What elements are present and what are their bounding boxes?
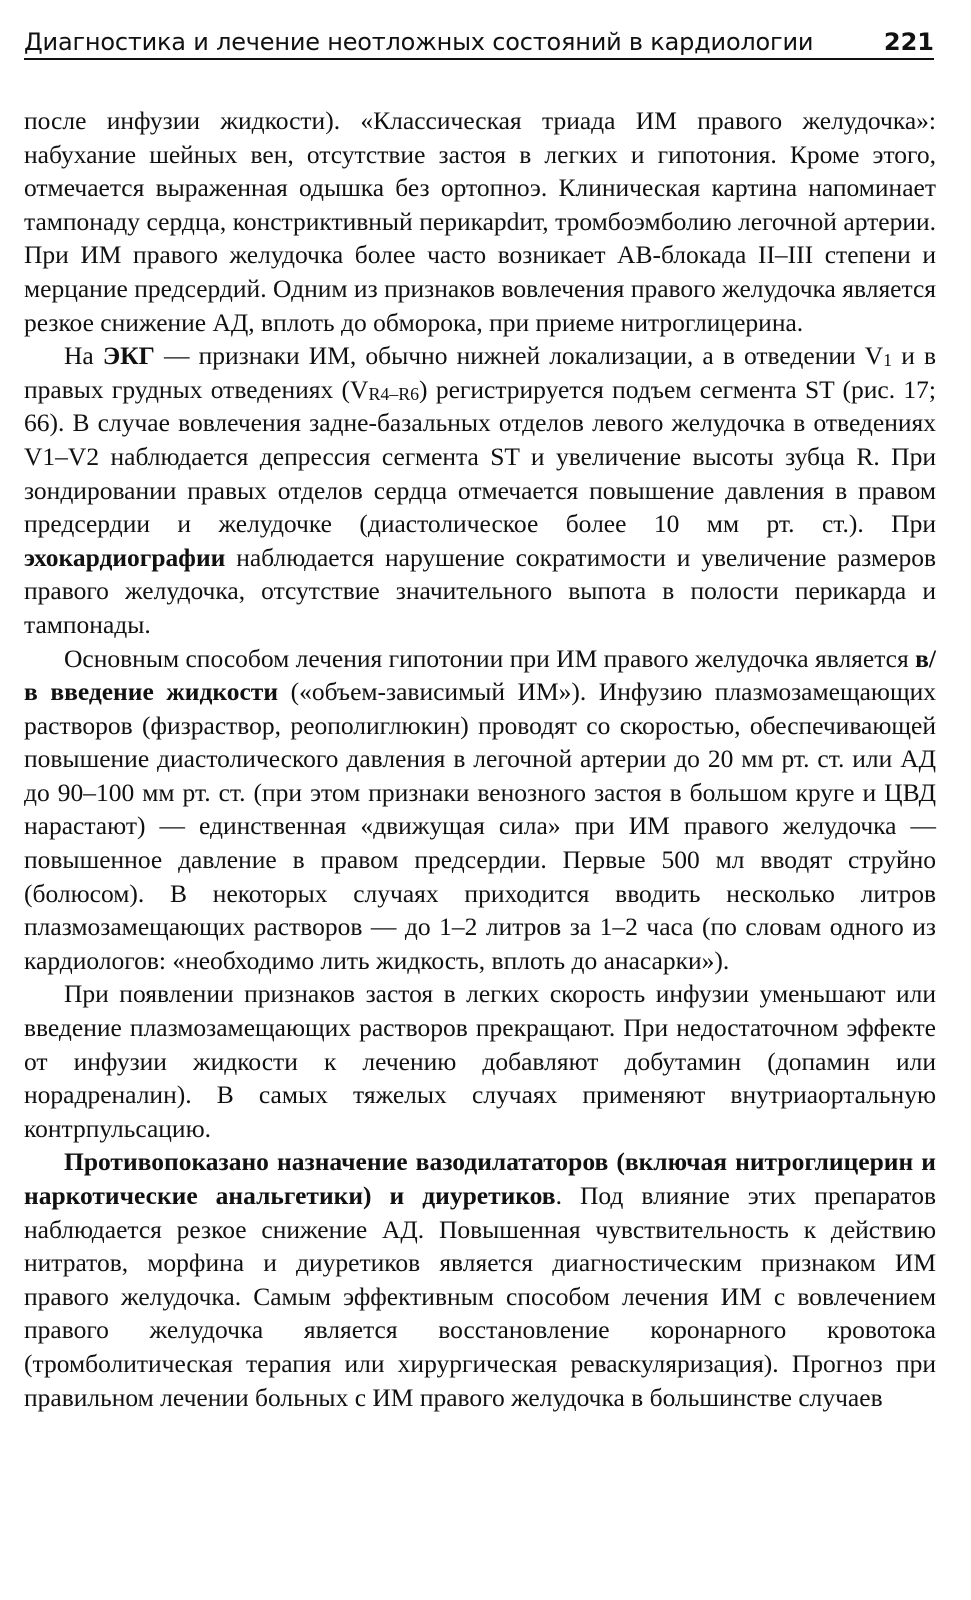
text-run: — признаки ИМ, обычно нижней локализации, а в отведении V (154, 341, 884, 371)
paragraph-5 (24, 1145, 936, 1414)
text-run: («объем-зависимый ИМ»). Инфузию плазмозамещающих растворов (физраствор, реополиглюкин) проводят со скоростью, обеспечивающей повышение диастолического давления в легочной артерии до 20 мм рт. ст. или АД до 90–100 мм рт. ст. (при этом признаки венозного застоя в большом круге и ЦВД нарастают) — единственная «движущая сила» при ИМ правого желудочка — повышенное давление в правом предсердии. Первые 500 мл вводят струйно (болюсом). В некоторых случаях приходится вводить несколько литров плазмозамещающих растворов — до 1–2 литров за 1–2 часа (по словам одного из кардиологов: «необходимо лить жидкость, вплоть до анасарки»). (24, 677, 936, 975)
paragraph-3 (24, 642, 936, 978)
text-run: ) регистрируется подъем сегмента ST (рис. 17; 66). В случае вовлечения задне-базальных отделов левого желудочка в отведениях V1–V2 наблюдается депрессия сегмента ST и увеличение высоты зубца R. При зондировании правых отделов сердца отмечается повышение давления в правом предсердии и желудочке (диастолическое более 10 мм рт. ст.). При (24, 374, 937, 539)
paragraph-1 (24, 104, 936, 339)
bold-term-echo: эхокардиографии (24, 542, 226, 572)
text-run: наблюдается нарушение сократимости и увеличение размеров правого желудочка, отсутствие значительного выпота в полости перикарда и тампонады. (24, 542, 936, 639)
running-header (24, 18, 934, 60)
text-run: . Под влияние этих препаратов наблюдается резкое снижение АД. Повышенная чувствительность к действию нитратов, морфина и диуретиков является диагностическим признаком ИМ правого желудочка. Самым эффективным способом лечения ИМ с вовлечением правого желудочка является восстановление коронарного кровотока (тромболитическая терапия или хирургическая реваскуляризация). Прогноз при правильном лечении больных с ИМ правого желудочка в большинстве случаев (24, 1181, 936, 1412)
subscript-leads: R4–R6 (368, 383, 420, 404)
paragraph-4 (24, 977, 936, 1145)
bold-term-iv-fluids: в/в введение жидкости (24, 643, 936, 707)
text-run: Основным способом лечения гипотонии при ИМ правого желудочка является (64, 643, 916, 673)
text-run: При появлении признаков застоя в легких скорость инфузии уменьшают или введение плазмозамещающих растворов прекращают. При недостаточном эффекте от инфузии жидкости к лечению добавляют добутамин (допамин или норадреналин). В самых тяжелых случаях применяют внутриаортальную контрпульсацию. (24, 979, 936, 1143)
body-text (24, 104, 936, 1414)
header-title: Диагностика и лечение неотложных состояний в кардиологии (24, 28, 814, 56)
text-run: после инфузии жидкости). «Классическая триада ИМ правого желудочка»: набухание шейных вен, отсутствие застоя в легких и гипотония. Кроме этого, отмечается выраженная одышка без ортопноэ. Клиническая картина напоминает тампонаду сердца, констриктивный перикарdит, тромбоэмболию легочной артерии. При ИМ правого желудочка более часто возникает АВ-блокада II–III степени и мерцание предсердий. Одним из признаков вовлечения правого желудочка является резкое снижение АД, вплоть до обморока, при приеме нитроглицерина. (24, 106, 936, 337)
page-number: 221 (883, 28, 934, 56)
bold-contraindication: Противопоказано назначение вазодилататоров (включая нитроглицерин и наркотические анальгетики) и диуретиков (24, 1147, 936, 1210)
bold-term-ekg: ЭКГ (102, 341, 155, 371)
text-run: и в правых грудных отведениях (V (24, 341, 936, 404)
paragraph-2 (24, 339, 936, 641)
subscript-lead: 1 (883, 350, 893, 371)
text-run: На (64, 341, 103, 371)
